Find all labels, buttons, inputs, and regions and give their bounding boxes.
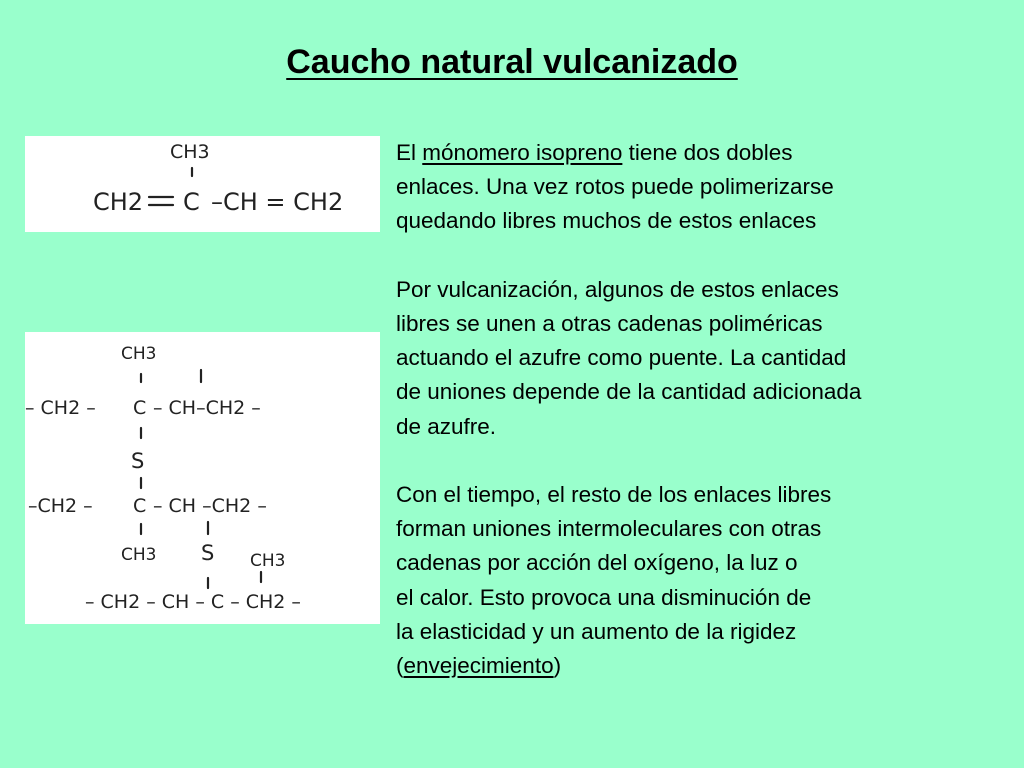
paragraph-isoprene — [396, 136, 1006, 239]
paragraph-line: la elasticidad y un aumento de la rigidez — [396, 618, 797, 644]
polymer-ch3-mid: CH3 — [121, 545, 157, 565]
polymer-row1-left: – CH2 – — [25, 397, 96, 419]
text-fragment: tiene dos dobles — [622, 140, 793, 165]
paragraph-line — [396, 649, 1006, 683]
monomer-c: C — [183, 188, 200, 216]
monomer-chain-right: –CH = CH2 — [211, 188, 344, 216]
polymer-ch3-top: CH3 — [121, 344, 157, 364]
paragraph-line: de uniones depende de la cantidad adicionada — [396, 379, 862, 405]
paragraph-line: el calor. Esto provoca una disminución de — [396, 584, 812, 610]
monomer-ch3: CH3 — [170, 141, 210, 163]
paragraph-line: forman uniones intermoleculares con otras — [396, 516, 822, 542]
polymer-row2-c: C — [133, 495, 147, 517]
text-fragment: El — [396, 140, 423, 165]
aging-link[interactable]: envejecimiento — [403, 653, 554, 679]
paragraph-line: Con el tiempo, el resto de los enlaces libres — [396, 482, 832, 507]
polymer-sulfur-2: S — [201, 541, 215, 565]
polymer-sulfur-1: S — [131, 449, 145, 473]
vulcanized-polymer-drawing — [25, 332, 380, 624]
slide-title: Caucho natural vulcanizado — [286, 43, 738, 81]
isoprene-formula-image — [25, 136, 380, 232]
monomer-ch2: CH2 — [93, 188, 144, 216]
polymer-ch3-right: CH3 — [250, 551, 286, 571]
paragraph-line: enlaces. Una vez rotos puede polimerizarse — [396, 174, 834, 200]
paragraph-line: actuando el azufre como puente. La cantidad — [396, 345, 847, 371]
vulcanized-polymer-image — [25, 332, 380, 624]
paragraph-line: Por vulcanización, algunos de estos enlaces — [396, 276, 839, 302]
text-fragment: ) — [553, 653, 562, 679]
paragraph-line: libres se unen a otras cadenas poliméricas — [396, 311, 823, 336]
explanation-text — [396, 136, 1006, 717]
paragraph-line: cadenas por acción del oxígeno, la luz o — [396, 550, 798, 576]
paragraph-aging — [396, 478, 1006, 683]
polymer-row1-c: C — [133, 397, 147, 419]
paragraph-line: quedando libres muchos de estos enlaces — [396, 208, 817, 234]
polymer-row4: – CH2 – CH – C – CH2 – — [85, 591, 301, 613]
paragraph-line — [396, 136, 1006, 170]
polymer-row2-right: – CH –CH2 – — [153, 495, 267, 517]
polymer-row2-left: –CH2 – — [28, 495, 93, 517]
isoprene-link[interactable]: mónomero isopreno — [422, 140, 623, 165]
paragraph-line: de azufre. — [396, 413, 497, 439]
paragraph-vulcanization — [396, 273, 1006, 444]
isoprene-formula-drawing — [25, 136, 380, 232]
polymer-row1-right: – CH–CH2 – — [153, 397, 261, 419]
text-fragment: ( — [396, 653, 404, 679]
